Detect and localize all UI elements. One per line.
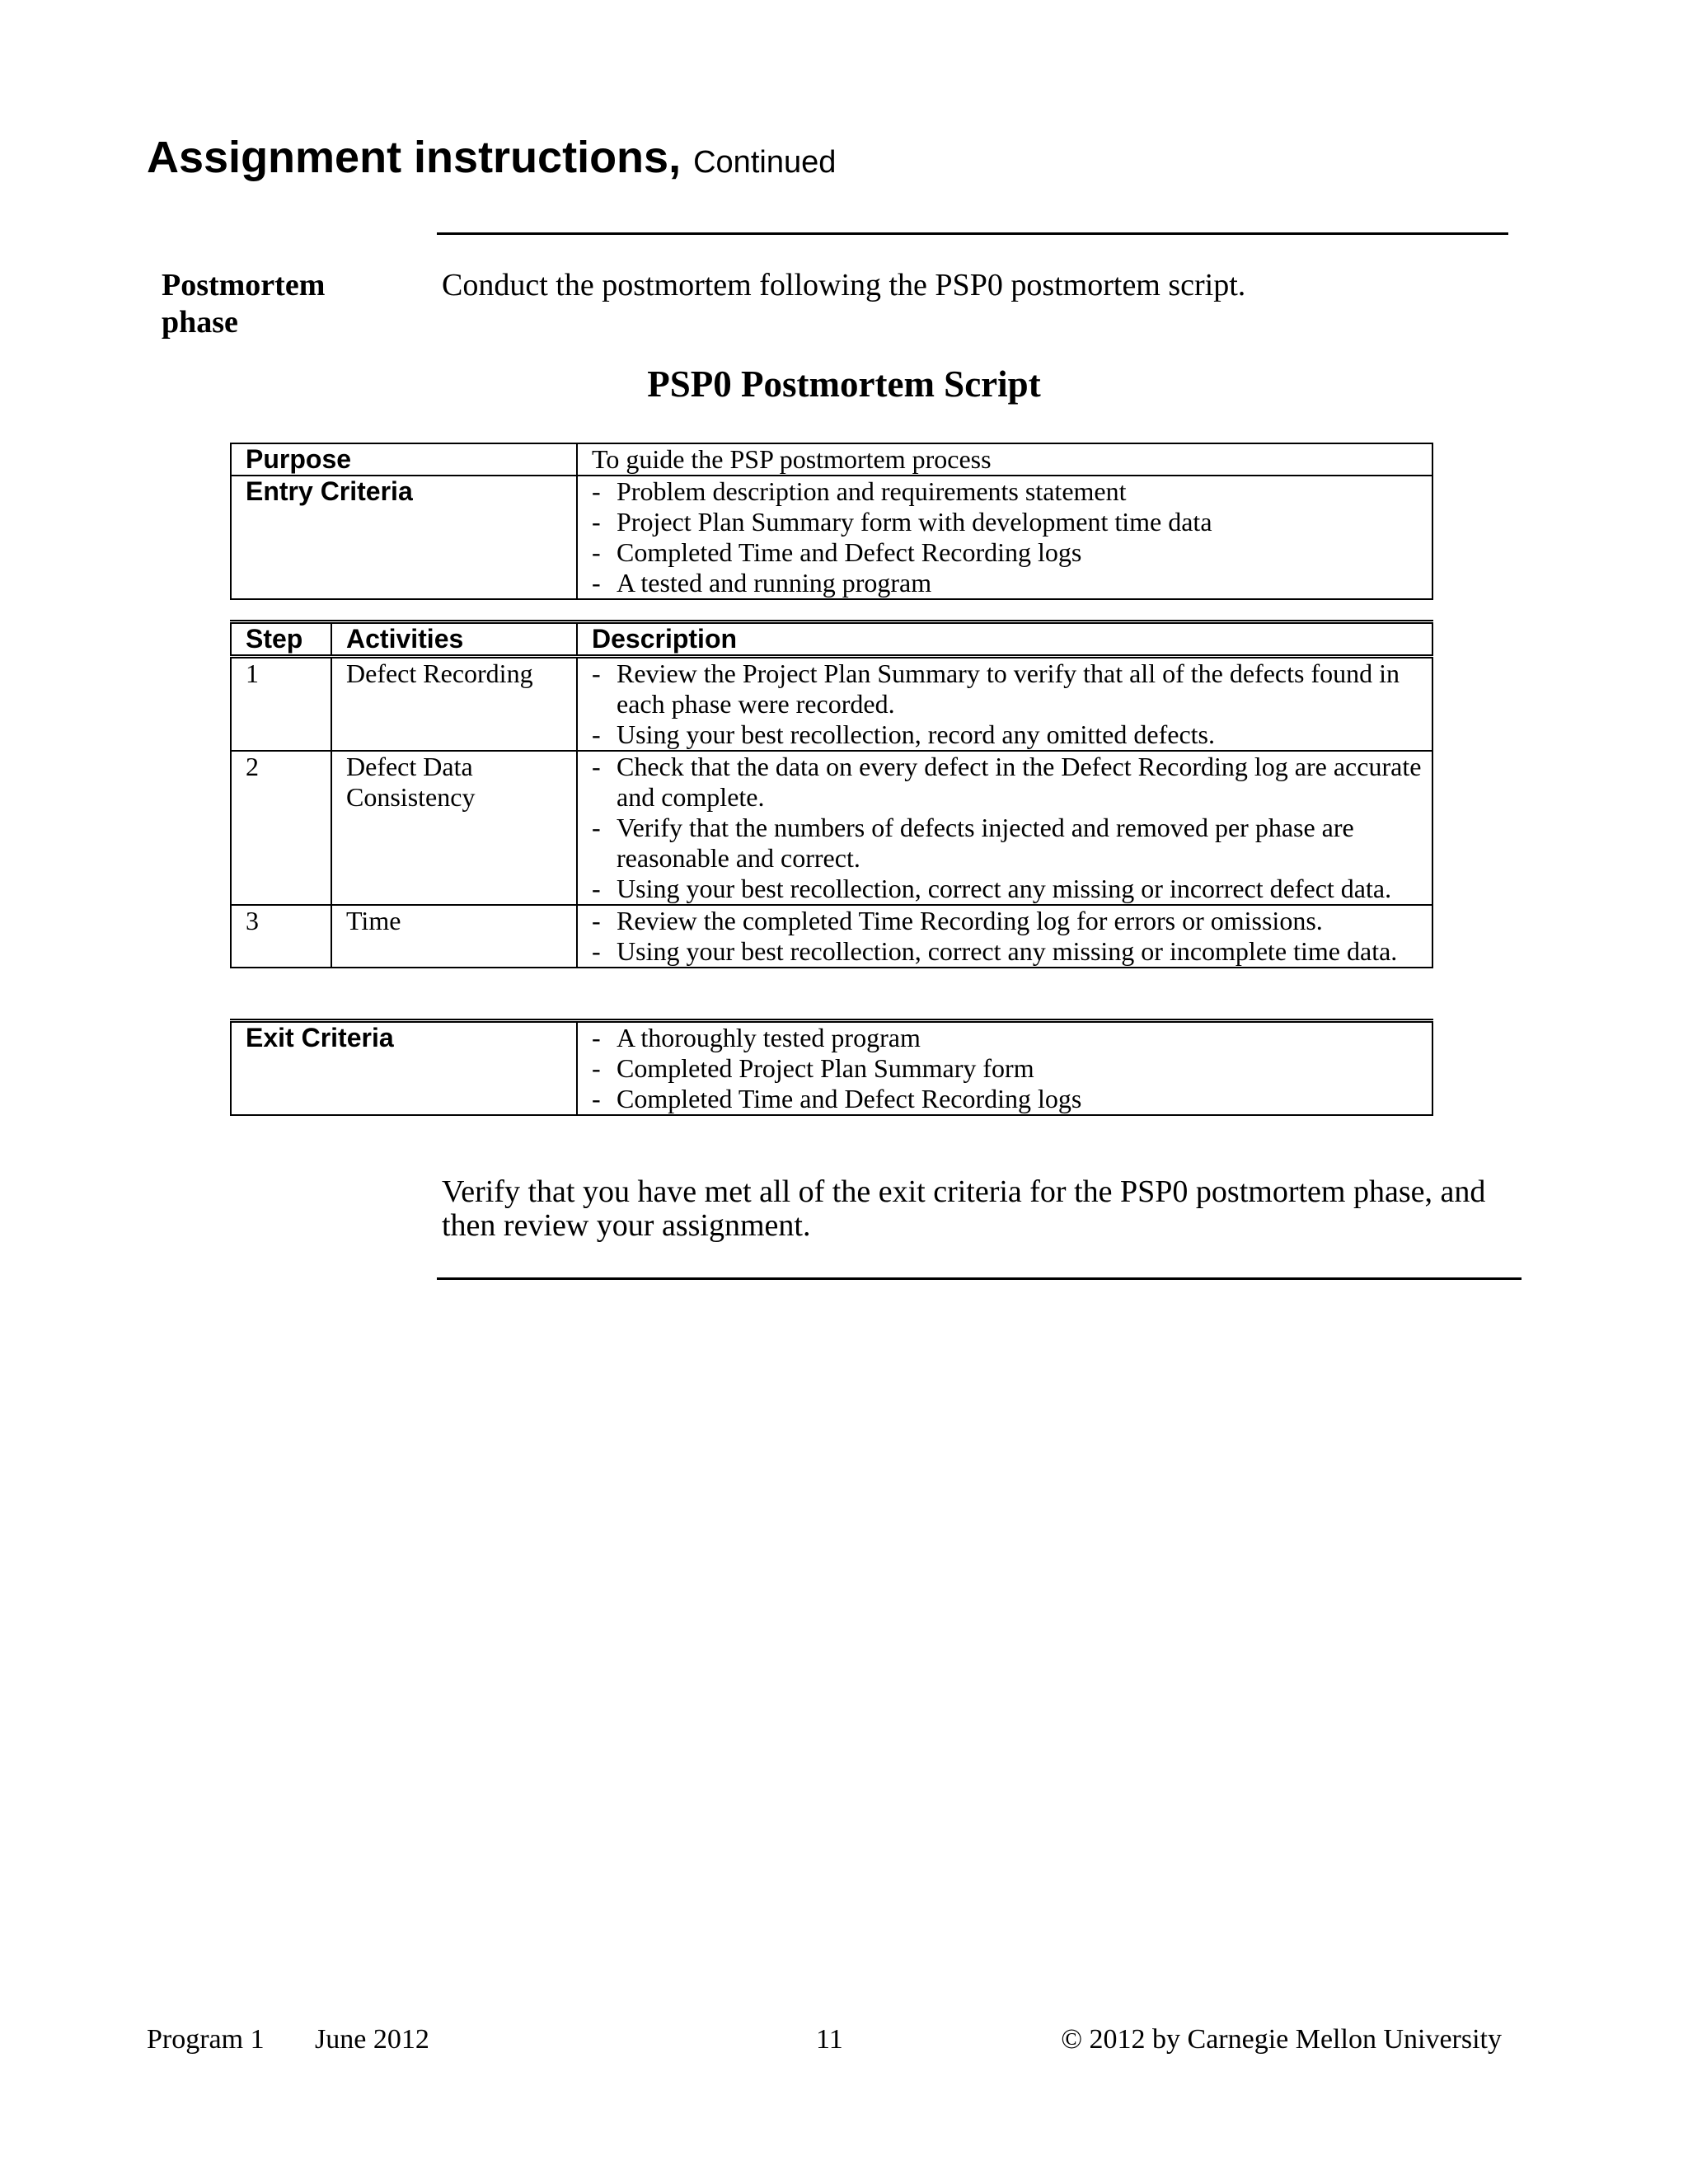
steps-header-row	[231, 622, 1432, 657]
purpose-text: To guide the PSP postmortem process	[577, 443, 1432, 476]
footer-program: Program 1	[147, 2024, 265, 2055]
exit-table	[230, 1019, 1433, 1116]
step-description	[577, 905, 1432, 968]
step-description-item: - Review the Project Plan Summary to verify that all of the defects found in each phase were recorded.	[592, 658, 1432, 719]
steps-table	[230, 620, 1433, 968]
step-number: 1	[231, 657, 331, 752]
step-activity: Defect Data Consistency	[331, 751, 577, 905]
page-title	[147, 132, 836, 183]
entry-criteria-item: - A tested and running program	[592, 568, 1432, 598]
step-description-item: - Verify that the numbers of defects injected and removed per phase are reasonable and correct.	[592, 813, 1432, 874]
step-number: 2	[231, 751, 331, 905]
exit-criteria-label: Exit Criteria	[231, 1021, 577, 1116]
step-description	[577, 657, 1432, 752]
footer-page-number: 11	[816, 2024, 843, 2055]
column-header-activities: Activities	[331, 622, 577, 657]
exit-criteria-row	[231, 1021, 1432, 1116]
step-description-item: - Review the completed Time Recording log for errors or omissions.	[592, 906, 1432, 936]
step-row	[231, 905, 1432, 968]
exit-criteria-item: - Completed Project Plan Summary form	[592, 1053, 1432, 1084]
script-title: PSP0 Postmortem Script	[647, 363, 1041, 405]
entry-criteria-item: - Project Plan Summary form with development time data	[592, 507, 1432, 537]
purpose-row	[231, 443, 1432, 476]
entry-criteria-item: - Problem description and requirements statement	[592, 476, 1432, 507]
footer-copyright: © 2012 by Carnegie Mellon University	[1061, 2024, 1502, 2055]
section-intro: Conduct the postmortem following the PSP0 postmortem script.	[442, 268, 1246, 302]
exit-criteria-cell	[577, 1021, 1432, 1116]
purpose-label: Purpose	[231, 443, 577, 476]
top-divider	[437, 232, 1508, 235]
entry-criteria-row	[231, 476, 1432, 599]
step-description-item: - Check that the data on every defect in the Defect Recording log are accurate and complete.	[592, 752, 1432, 813]
step-row	[231, 657, 1432, 752]
entry-table	[230, 443, 1433, 600]
page-title-main: Assignment instructions,	[147, 133, 682, 182]
column-header-step: Step	[231, 622, 331, 657]
exit-criteria-item: - A thoroughly tested program	[592, 1023, 1432, 1053]
closing-paragraph: Verify that you have met all of the exit criteria for the PSP0 postmortem phase, and then review your assignment.	[442, 1174, 1486, 1243]
bottom-divider	[437, 1277, 1522, 1280]
footer-date: June 2012	[315, 2024, 429, 2055]
step-activity: Time	[331, 905, 577, 968]
entry-criteria-cell	[577, 476, 1432, 599]
entry-criteria-item: - Completed Time and Defect Recording logs	[592, 537, 1432, 568]
entry-criteria-label: Entry Criteria	[231, 476, 577, 599]
exit-criteria-item: - Completed Time and Defect Recording logs	[592, 1084, 1432, 1114]
step-description-item: - Using your best recollection, correct any missing or incomplete time data.	[592, 936, 1432, 967]
step-row	[231, 751, 1432, 905]
step-description-item: - Using your best recollection, correct any missing or incorrect defect data.	[592, 874, 1432, 904]
column-header-description: Description	[577, 622, 1432, 657]
page-title-continued: Continued	[693, 145, 837, 180]
step-description-item: - Using your best recollection, record any omitted defects.	[592, 719, 1432, 750]
step-number: 3	[231, 905, 331, 968]
step-description	[577, 751, 1432, 905]
section-label: Postmortem phase	[162, 268, 326, 340]
step-activity: Defect Recording	[331, 657, 577, 752]
